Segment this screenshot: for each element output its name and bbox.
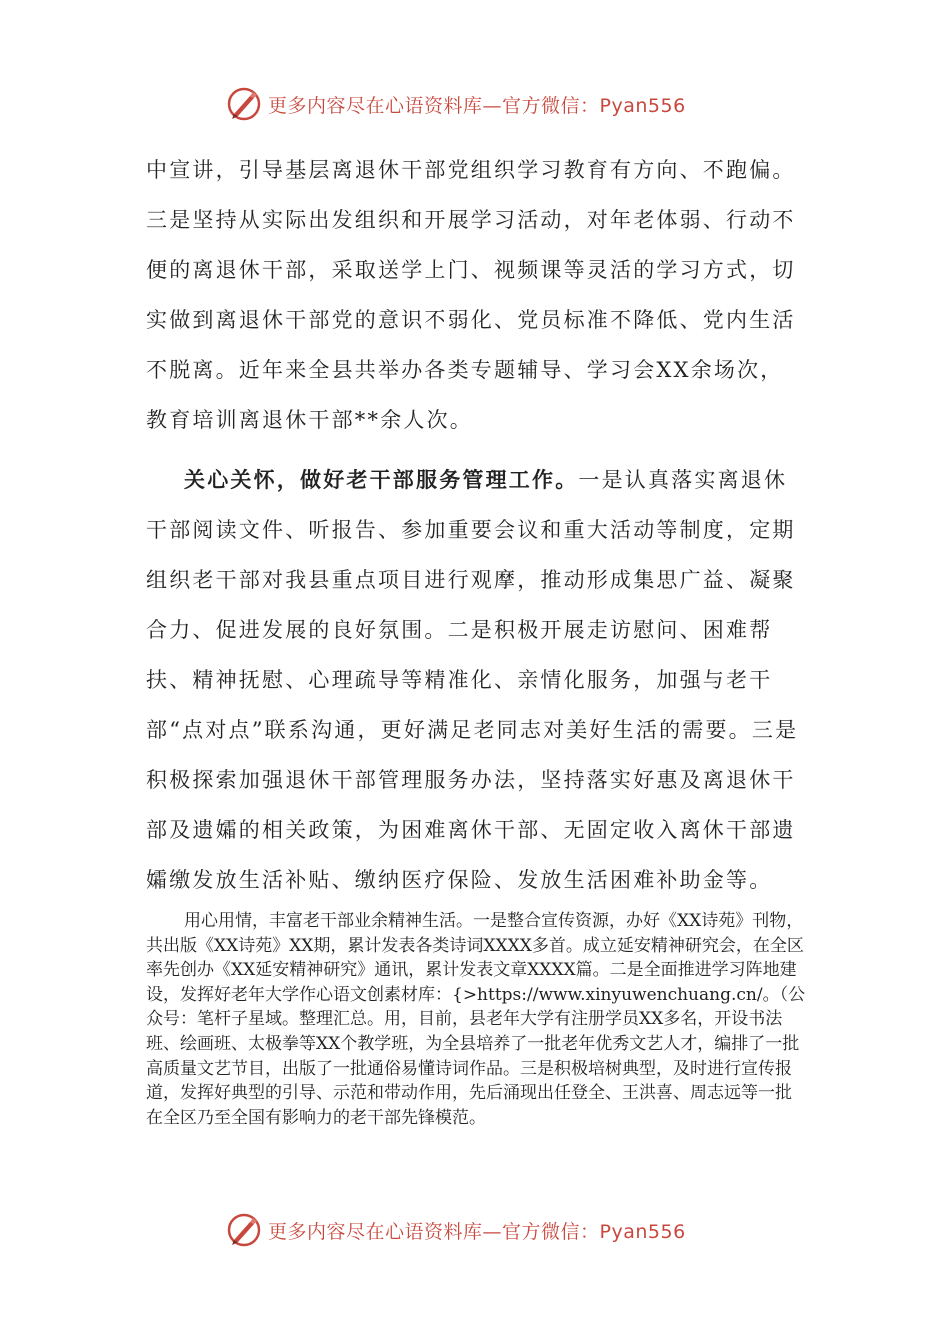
- paragraph-care: [146, 455, 806, 905]
- paragraph-heading: 关心关怀，做好老干部服务管理工作。: [184, 467, 579, 492]
- paragraph-text: 中宣讲，引导基层离退休干部党组织学习教育有方向、不跑偏。三是坚持从实际出发组织和开展学习活动，对年老体弱、行动不便的离退休干部，采取送学上门、视频课等灵活的学习方式，切实做到离退休干部党的意识不弱化、党员标准不降低、党内生活不脱离。近年来全县共举办各类专题辅导、学习会XX余场次，教育培训离退休干部**余人次。: [146, 158, 796, 432]
- footer-banner: [226, 1210, 686, 1250]
- header-banner: [226, 84, 686, 124]
- paragraph-text: 用心用情，丰富老干部业余精神生活。一是整合宣传资源，办好《XX诗苑》刊物，共出版《XX诗苑》XX期，累计发表各类诗词XXXX多首。成立延安精神研究会，在全区率先创办《XX延安精神研究》通讯，累计发表文章XXXX篇。二是全面推进学习阵地建设，发挥好老年大学作心语文创素材库：{>https://www.xinyuwenchuang.cn/。（公众号：笔杆子星域。整理汇总。用，目前，县老年大学有注册学员XX多名，开设书法班、绘画班、太极拳等XX个教学班，为全县培养了一批老年优秀文艺人才，编排了一批高质量文艺节目，出版了一批通俗易懂诗词作品。三是积极培树典型，及时进行宣传报道，发挥好典型的引导、示范和带动作用，先后涌现出任登全、王洪喜、周志远等一批在全区乃至全国有影响力的老干部先锋模范。: [146, 911, 806, 1128]
- banner-separator: —: [482, 1220, 503, 1243]
- banner-title: 更多内容尽在心语资料库: [268, 1220, 483, 1243]
- pen-logo-icon: [226, 86, 262, 122]
- banner-separator: —: [482, 94, 503, 117]
- paragraph-body: 一是认真落实离退休干部阅读文件、听报告、参加重要会议和重大活动等制度，定期组织老干部对我县重点项目进行观摩，推动形成集思广益、凝聚合力、促进发展的良好氛围。二是积极开展走访慰问、困难帮扶、精神抚慰、心理疏导等精准化、亲情化服务，加强与老干部“点对点”联系沟通，更好满足老同志对美好生活的需要。三是积极探索加强退休干部管理服务办法，坚持落实好惠及离退休干部及遗孀的相关政策，为困难离休干部、无固定收入离休干部遗孀缴发放生活补贴、缴纳医疗保险、发放生活困难补助金等。: [146, 468, 799, 892]
- paragraph-culture: [146, 909, 806, 1130]
- paragraph-text: [146, 455, 806, 905]
- banner-wechat: 官方微信：Pyan556: [502, 1220, 686, 1243]
- banner-title: 更多内容尽在心语资料库: [268, 94, 483, 117]
- paragraph-continuation: [146, 145, 806, 445]
- banner-wechat: 官方微信：Pyan556: [502, 94, 686, 117]
- pen-logo-icon: [226, 1212, 262, 1248]
